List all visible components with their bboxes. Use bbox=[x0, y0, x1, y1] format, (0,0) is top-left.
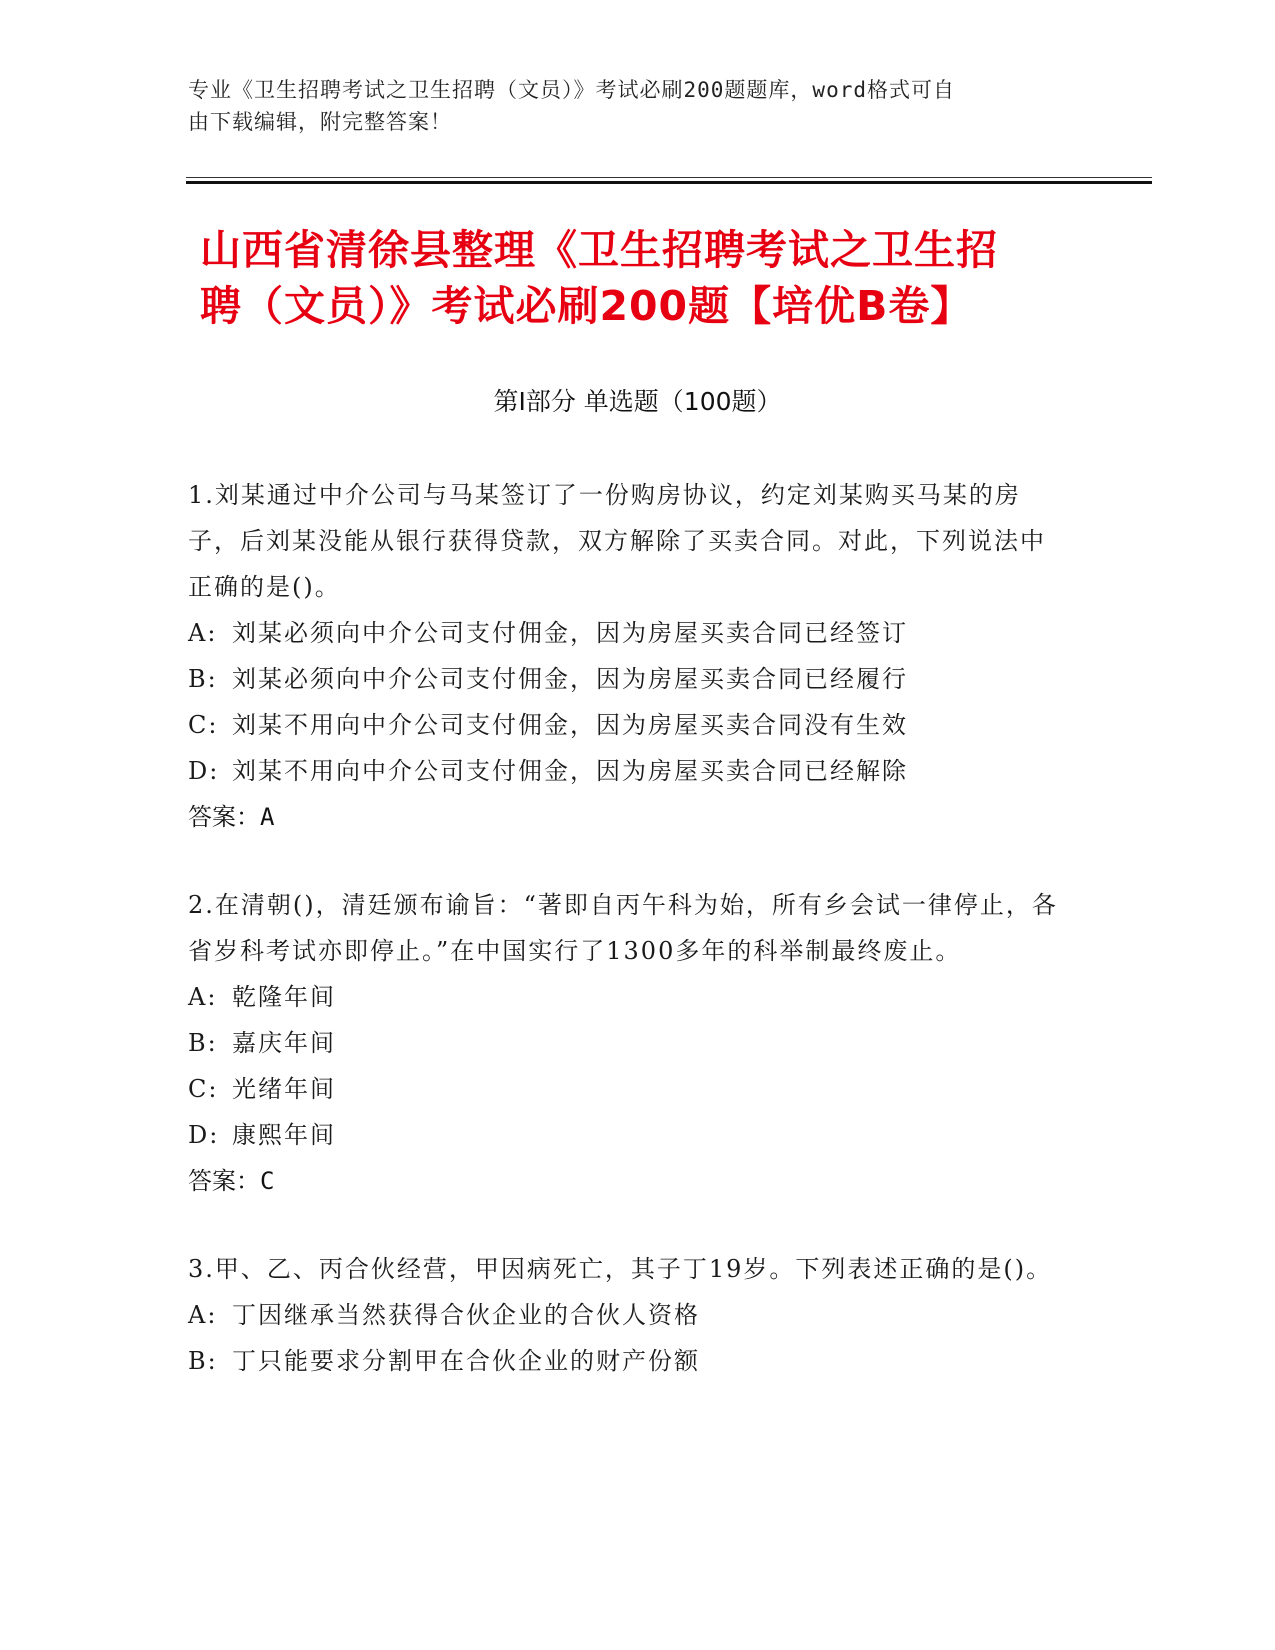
question-text: 1.刘某通过中介公司与马某签订了一份购房协议，约定刘某购买马某的房子，后刘某没能从银行获得贷款，双方解除了买卖合同。对此，下列说法中正确的是()。 bbox=[188, 481, 1046, 601]
option-text: 刘某不用向中介公司支付佣金，因为房屋买卖合同已经解除 bbox=[232, 757, 908, 785]
option-key: A: bbox=[188, 983, 218, 1011]
option-text: 乾隆年间 bbox=[232, 983, 336, 1011]
option-key: B: bbox=[188, 1029, 218, 1057]
option-text: 刘某必须向中介公司支付佣金，因为房屋买卖合同已经履行 bbox=[232, 665, 908, 693]
option-text: 嘉庆年间 bbox=[232, 1029, 336, 1057]
option-key: D: bbox=[188, 1121, 220, 1149]
option-c bbox=[188, 702, 1068, 748]
option-text: 刘某不用向中介公司支付佣金，因为房屋买卖合同没有生效 bbox=[232, 711, 908, 739]
question-2 bbox=[188, 882, 1068, 1204]
option-key: B: bbox=[188, 1347, 218, 1375]
answer-line: 答案：A bbox=[188, 803, 275, 831]
document-title-line-1: 山西省清徐县整理《卫生招聘考试之卫生招 bbox=[200, 226, 998, 274]
option-d bbox=[188, 1112, 1068, 1158]
option-d bbox=[188, 748, 1068, 794]
question-3 bbox=[188, 1246, 1068, 1384]
option-text: 光绪年间 bbox=[232, 1075, 336, 1103]
option-a bbox=[188, 1292, 1068, 1338]
option-c bbox=[188, 1066, 1068, 1112]
option-text: 丁因继承当然获得合伙企业的合伙人资格 bbox=[232, 1301, 700, 1329]
question-text: 3.甲、乙、丙合伙经营，甲因病死亡，其子丁19岁。下列表述正确的是()。 bbox=[188, 1255, 1053, 1283]
question-1 bbox=[188, 472, 1068, 840]
option-key: C: bbox=[188, 711, 219, 739]
header-divider-thin bbox=[186, 177, 1152, 178]
document-title-line-2: 聘（文员）》考试必刷200题【培优B卷】 bbox=[200, 282, 973, 330]
option-a bbox=[188, 974, 1068, 1020]
option-key: D: bbox=[188, 757, 220, 785]
option-text: 丁只能要求分割甲在合伙企业的财产份额 bbox=[232, 1347, 700, 1375]
option-b bbox=[188, 1338, 1068, 1384]
option-key: C: bbox=[188, 1075, 219, 1103]
question-text: 2.在清朝()，清廷颁布谕旨：“著即自丙午科为始，所有乡会试一律停止，各省岁科考试亦即停止。”在中国实行了1300多年的科举制最终废止。 bbox=[188, 891, 1058, 965]
option-key: A: bbox=[188, 619, 218, 647]
answer-line: 答案：C bbox=[188, 1167, 275, 1195]
option-b bbox=[188, 656, 1068, 702]
header-divider-thick bbox=[186, 181, 1152, 184]
header-note-line-2: 由下载编辑，附完整答案！ bbox=[188, 110, 452, 134]
header-note bbox=[188, 74, 1068, 138]
option-text: 康熙年间 bbox=[232, 1121, 336, 1149]
option-a bbox=[188, 610, 1068, 656]
header-note-line-1: 专业《卫生招聘考试之卫生招聘（文员）》考试必刷200题题库，word格式可自 bbox=[188, 78, 955, 102]
document-title bbox=[200, 222, 1080, 334]
option-key: B: bbox=[188, 665, 218, 693]
question-list bbox=[188, 472, 1068, 1426]
option-text: 刘某必须向中介公司支付佣金，因为房屋买卖合同已经签订 bbox=[232, 619, 908, 647]
option-key: A: bbox=[188, 1301, 218, 1329]
section-title: 第Ⅰ部分 单选题（100题） bbox=[493, 387, 782, 416]
option-b bbox=[188, 1020, 1068, 1066]
